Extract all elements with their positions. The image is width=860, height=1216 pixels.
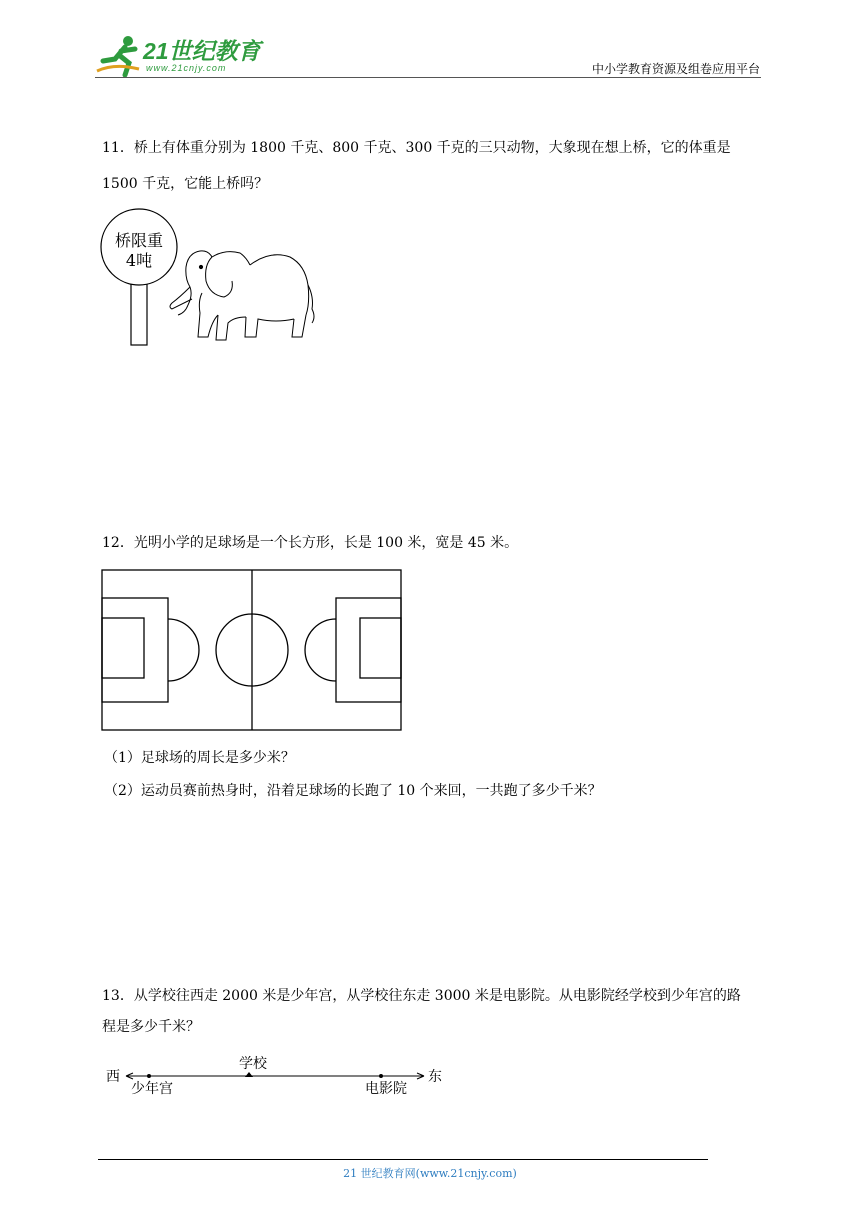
question-12-sub-1: （1）足球场的周长是多少米？: [104, 750, 295, 766]
question-13-line-1: 13．从学校往西走 2000 米是少年宫，从学校往东走 3000 米是电影院。从电影院经学校到少年宫的路: [102, 988, 741, 1004]
elephant-illustration: [170, 251, 314, 340]
football-field-diagram: [100, 567, 404, 733]
platform-title: 中小学教育资源及组卷应用平台: [591, 62, 760, 76]
left-penalty-arc: [168, 619, 199, 681]
left-goal-box: [102, 618, 144, 678]
header-divider: [95, 77, 761, 78]
direction-line-diagram: [100, 1048, 450, 1100]
youth-palace-point: [147, 1074, 151, 1078]
question-12-sub-2: （2）运动员赛前热身时，沿着足球场的长跑了 10 个来回，一共跑了多少千米？: [104, 783, 602, 799]
cinema-point: [379, 1074, 383, 1078]
question-11-line-2: 1500 千克，它能上桥吗？: [102, 176, 269, 192]
runner-icon: [95, 33, 145, 77]
question-12-line-1: 12．光明小学的足球场是一个长方形，长是 100 米，宽是 45 米。: [102, 535, 519, 551]
label-school: 学校: [239, 1056, 267, 1072]
sign-text-weight: 4吨: [125, 251, 153, 270]
label-west: 西: [106, 1069, 120, 1085]
bridge-elephant-figure: [100, 205, 320, 350]
sign-text-limit: 桥限重: [114, 231, 164, 250]
label-youth-palace: 少年宫: [131, 1081, 173, 1097]
question-13-line-2: 程是多少千米？: [102, 1019, 200, 1035]
label-cinema: 电影院: [365, 1081, 407, 1097]
right-penalty-box: [336, 598, 401, 702]
logo-url: www.21cnjy.com: [146, 63, 227, 73]
footer-divider: [98, 1159, 708, 1160]
weight-limit-sign: [101, 209, 177, 345]
question-11-line-1: 11．桥上有体重分别为 1800 千克、800 千克、300 千克的三只动物，大象现在想上桥，它的体重是: [102, 140, 731, 156]
right-penalty-arc: [305, 619, 336, 681]
logo-title: 21世纪教育: [143, 38, 261, 64]
left-penalty-box: [102, 598, 168, 702]
label-east: 东: [428, 1069, 442, 1085]
footer-text: 21 世纪教育网(www.21cnjy.com): [343, 1167, 517, 1180]
school-marker-icon: [245, 1072, 253, 1077]
right-goal-box: [360, 618, 401, 678]
